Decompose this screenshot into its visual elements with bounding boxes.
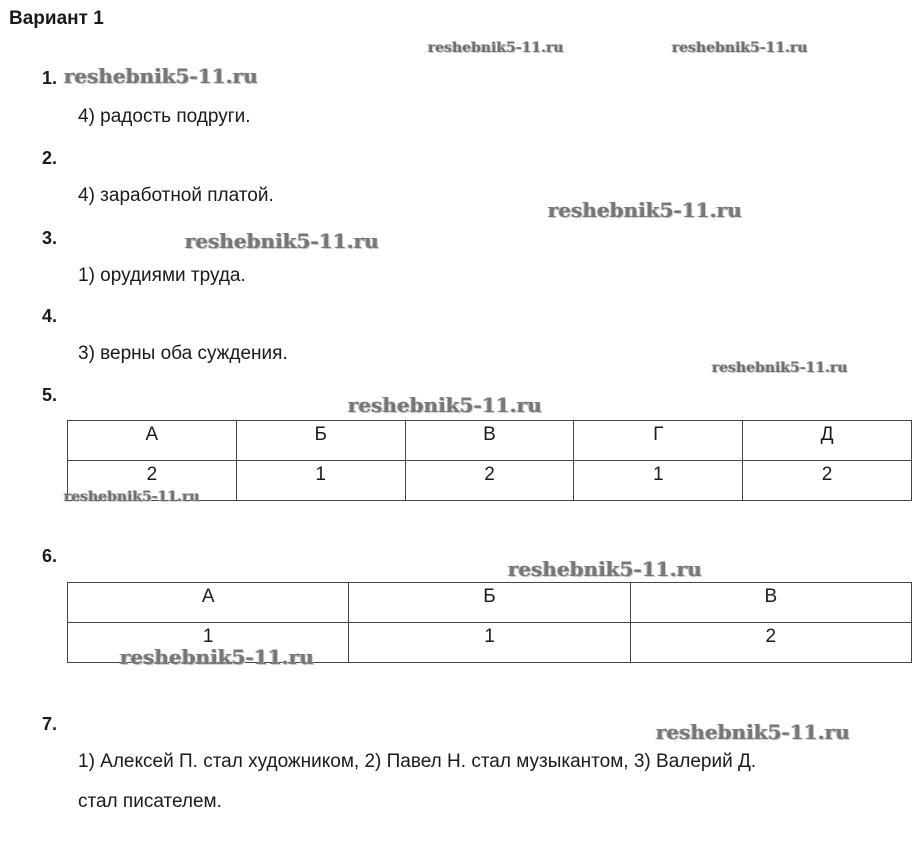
answer-3: 1) орудиями труда. xyxy=(78,265,246,286)
table-header-row xyxy=(68,421,912,461)
watermark: reshebnik5-11.ru xyxy=(428,40,564,56)
watermark: reshebnik5-11.ru xyxy=(712,360,848,376)
question-number-2: 2. xyxy=(42,148,58,168)
question-number-4: 4. xyxy=(42,306,58,326)
table-cell: 1 xyxy=(236,461,405,501)
watermark: reshebnik5-11.ru xyxy=(64,489,200,505)
table-cell: 2 xyxy=(68,461,237,501)
table-cell: 2 xyxy=(405,461,574,501)
question-number-6: 6. xyxy=(42,546,58,566)
question-number-3: 3. xyxy=(42,228,58,248)
table-cell: 2 xyxy=(743,461,912,501)
table-cell: Б xyxy=(236,421,405,461)
question-number-5: 5. xyxy=(42,385,58,405)
answer-1: 4) радость подруги. xyxy=(78,106,251,127)
watermark: reshebnik5-11.ru xyxy=(508,557,702,581)
answer-7-line-1: 1) Алексей П. стал художником, 2) Павел Н. стал музыкантом, 3) Валерий Д. xyxy=(78,751,757,772)
table-cell: 1 xyxy=(574,461,743,501)
table-cell: В xyxy=(630,583,911,623)
answer-7-line-2: стал писателем. xyxy=(78,791,222,812)
watermark: reshebnik5-11.ru xyxy=(656,720,850,744)
table-header-row xyxy=(68,583,912,623)
watermark: reshebnik5-11.ru xyxy=(64,64,258,88)
watermark: reshebnik5-11.ru xyxy=(548,198,742,222)
question-number-1: 1. xyxy=(42,68,58,88)
watermark: reshebnik5-11.ru xyxy=(348,393,542,417)
table-cell: Г xyxy=(574,421,743,461)
table-cell: А xyxy=(68,421,237,461)
table-cell: Б xyxy=(349,583,630,623)
watermark: reshebnik5-11.ru xyxy=(185,229,379,253)
watermark: reshebnik5-11.ru xyxy=(120,645,314,669)
table-cell: 1 xyxy=(68,623,349,663)
table-cell: 2 xyxy=(630,623,911,663)
answer-2: 4) заработной платой. xyxy=(78,185,274,206)
page-title: Вариант 1 xyxy=(9,8,104,29)
table-cell: А xyxy=(68,583,349,623)
table-cell: 1 xyxy=(349,623,630,663)
table-cell: В xyxy=(405,421,574,461)
table-cell: Д xyxy=(743,421,912,461)
watermark: reshebnik5-11.ru xyxy=(672,40,808,56)
question-number-7: 7. xyxy=(42,714,58,734)
answer-4: 3) верны оба суждения. xyxy=(78,343,288,364)
